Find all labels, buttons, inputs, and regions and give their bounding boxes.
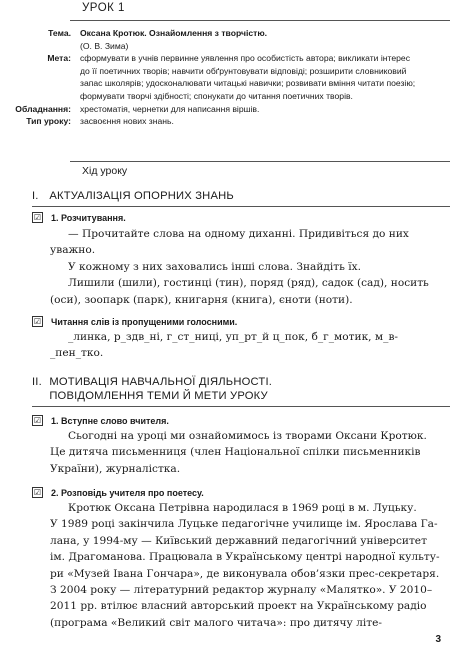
meta-row-topic [0,27,455,52]
text-block [50,428,426,477]
text-line: лана, у 1994-му — Київський державний педагогічний університет [50,534,427,547]
meta-line: сформувати в учнів первинне уявлення про особистість автора; викликати інтерес [80,53,410,64]
text-line: України), журналістка. [50,462,181,475]
meta-value [80,27,426,52]
text-line: Це дитяча письменниця (член Національної спілки письменників [50,446,421,459]
header-rule [70,20,450,21]
meta-label: Тип уроку: [26,116,71,127]
text-line: ри «Музей Івана Гончара», де виконувала обов’язки прес-секретаря. [50,567,440,580]
subsection-heading [32,415,169,426]
section-rule [32,406,450,407]
meta-label: Тема. [48,28,71,38]
text-line: (оси), зоопарк (парк), книгарня (книга), єноти (ноти). [50,293,353,306]
checkbox-icon: ☑ [33,488,42,497]
section-rule [32,206,450,207]
meta-row-goal [0,52,455,102]
meta-value [80,52,426,102]
meta-row-equipment [0,103,455,116]
text-line: ім. Драгоманова. Працювала в Українському центрі народної культу- [50,551,440,564]
meta-line: до її поетичних творів; навчити обґрунтовувати відповіді; розширити словниковий [80,65,407,76]
checkbox-icon: ☑ [33,213,42,222]
meta-line: формувати творчі здібності; спонукати до читання поетичних творів. [80,90,353,101]
subsection-heading [32,316,237,327]
text-line: _линка, р_здв_ні, г_ст_ниці, уп_рт_й ц_пок, б_г_мотик, м_в- [68,331,398,343]
meta-value [80,115,426,128]
meta-line: Оксана Кротюк. Ознайомлення з творчістю. [80,28,268,38]
section-title: АКТУАЛІЗАЦІЯ ОПОРНИХ ЗНАНЬ [49,190,234,202]
section-heading [32,189,234,203]
section-number: II. [32,376,42,388]
section-title-line: МОТИВАЦІЯ НАВЧАЛЬНОЇ ДІЯЛЬНОСТІ. [49,376,273,388]
meta-value [80,103,426,116]
meta-line: запас школярів; удосконалювати читацькі навички; розвивати вміння читати поезію; [80,78,416,89]
section-heading [32,375,272,403]
meta-label: Обладнання: [15,103,71,114]
lesson-title: УРОК 1 [82,2,125,14]
text-line: _пен_тко. [50,347,104,360]
text-line: 2011 рр. втілює власний авторський проект на Українському радіо [50,600,427,613]
text-line: (програма «Великий світ малого читача»: про дитячу літе- [50,616,382,629]
text-line: З 2004 року — літературний редактор журналу «Малятко». У 2010– [50,584,433,597]
text-line: Кротюк Оксана Петрівна народилася в 1969 році в м. Луцьку. [68,502,417,514]
text-line: У кожному з них заховались інші слова. Знайдіть їх. [68,260,362,273]
text-line: — Прочитайте слова на одному диханні. Придивіться до них [68,228,409,240]
subsection-title: 1. Розчитування. [51,212,126,223]
meta-line: засвоєння нових знань. [80,116,174,127]
subsection-title: 1. Вступне слово вчителя. [51,415,169,426]
meta-line: хрестоматія, чернетки для написання віршів. [80,103,260,114]
text-block [50,329,426,362]
course-rule [70,161,450,162]
subsection-title: Читання слів із пропущеними голосними. [51,316,238,327]
text-block [50,500,440,631]
subsection-heading [32,487,204,498]
meta-row-type [0,115,455,128]
subsection-title: 2. Розповідь учителя про поетесу. [51,487,204,498]
meta-line: (О. В. Зима) [80,40,129,51]
text-line: У 1989 році закінчила Луцьке педагогічне училище ім. Ярослава Га- [50,518,438,531]
checkbox-icon: ☑ [33,317,42,326]
checkbox-icon: ☑ [33,416,42,425]
text-line: Лишили (шили), гостинці (тин), поряд (ряд), садок (сад), носить [68,277,429,290]
text-line: Сьогодні на уроці ми ознайомимось із творами Оксани Кротюк. [68,430,427,442]
section-number: I. [32,190,39,202]
course-label: Хід уроку [82,165,128,177]
text-line: уважно. [50,244,96,257]
lesson-meta [0,27,455,128]
subsection-heading [32,212,126,223]
page-number: 3 [435,634,441,645]
section-title-line: ПОВІДОМЛЕННЯ ТЕМИ Й МЕТИ УРОКУ [49,390,268,402]
text-block [50,226,429,308]
meta-label: Мета: [47,53,71,64]
